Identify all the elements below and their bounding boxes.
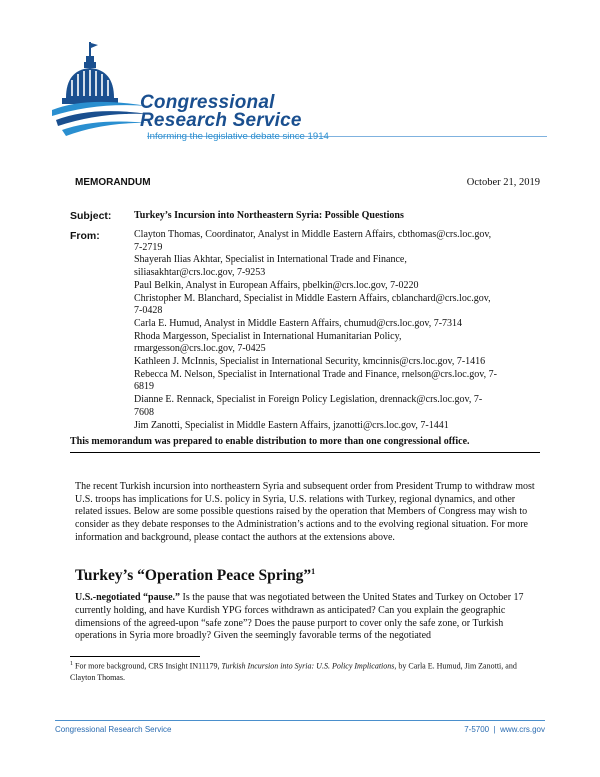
author-line: Rebecca M. Nelson, Specialist in International Trade and Finance, rnelson@crs.loc.gov, 7-: [134, 368, 497, 380]
author-line: Christopher M. Blanchard, Specialist in Middle Eastern Affairs, cblanchard@crs.loc.gov,: [134, 292, 491, 304]
subject-text: Turkey’s Incursion into Northeastern Syria: Possible Questions: [134, 210, 404, 221]
author-line: 7-2719: [134, 241, 163, 253]
footnote-ref[interactable]: 1: [311, 567, 316, 576]
from-label: From:: [70, 230, 100, 242]
distribution-note: This memorandum was prepared to enable distribution to more than one congressional office.: [70, 436, 470, 447]
footnote-suffix: , by Carla E. Humud, Jim Zanotti, and Clayton Thomas.: [70, 661, 517, 683]
divider: [70, 452, 540, 453]
author-line: Shayerah Ilias Akhtar, Specialist in International Trade and Finance,: [134, 254, 407, 266]
logo-line2: Research Service: [140, 110, 302, 131]
footer-divider: [55, 720, 545, 721]
intro-paragraph: The recent Turkish incursion into northeastern Syria and subsequent order from President Trump to withdraw most U.S. troops has implications for U.S. policy in Syria, U.S. relations with Turkey, regional dynamics, and other related issues. Below are some possible questions raised by the operation that Members of Congress may wish to consider as they debate responses to the Administration’s actions and to the evolving regional situation. For more information and background, please contact the authors at the extensions above.: [75, 481, 535, 543]
author-line: Kathleen J. McInnis, Specialist in International Security, kmcinnis@crs.loc.gov, 7-1416: [134, 356, 486, 368]
footer-org-name: Congressional Research Service: [55, 725, 172, 734]
footnote-prefix: For more background, CRS Insight IN11179,: [73, 661, 222, 671]
footnote-title: Turkish Incursion into Syria: U.S. Policy Implications: [221, 661, 395, 671]
author-line: siliasakhtar@crs.loc.gov, 7-9253: [134, 267, 266, 279]
body-lead: U.S.-negotiated “pause.”: [75, 592, 181, 603]
footnote-number: 1: [70, 661, 73, 667]
author-line: 6819: [134, 381, 154, 393]
author-line: 7608: [134, 406, 154, 418]
section-heading-text: Turkey’s “Operation Peace Spring”: [75, 567, 312, 585]
footnote-divider: [70, 656, 200, 657]
author-line: Carla E. Humud, Analyst in Middle Eastern Affairs, chumud@crs.loc.gov, 7-7314: [134, 317, 463, 329]
from-author-list: [134, 229, 534, 432]
logo-line1: Congressional: [140, 92, 275, 113]
footer-contact[interactable]: 7-5700 | www.crs.gov: [464, 725, 545, 734]
subject-label: Subject:: [70, 210, 112, 222]
author-line: Paul Belkin, Analyst in European Affairs, pbelkin@crs.loc.gov, 7-0220: [134, 279, 419, 291]
author-line: Clayton Thomas, Coordinator, Analyst in Middle Eastern Affairs, cbthomas@crs.loc.gov,: [134, 229, 492, 240]
memorandum-label: MEMORANDUM: [75, 177, 151, 188]
section-heading: [75, 567, 315, 585]
author-line: Dianne E. Rennack, Specialist in Foreign Policy Legislation, drennack@crs.loc.gov, 7-: [134, 394, 483, 406]
author-line: Jim Zanotti, Specialist in Middle Eastern Affairs, jzanotti@crs.loc.gov, 7-1441: [134, 419, 449, 431]
logo-tagline: Informing the legislative debate since 1914: [147, 131, 329, 142]
crs-logo: [52, 40, 552, 150]
author-line: rmargesson@crs.loc.gov, 7-0425: [134, 343, 266, 355]
footnote: [70, 659, 540, 684]
body-text: Is the pause that was negotiated between the United States and Turkey on October 17 currently holding, and have Kurdish YPG forces withdrawn as anticipated? Can you explain the geographic dimensions of the agreed-upon “safe zone”? Does the pause purport to cover only the safe zone, or Turkish operations in Syria more broadly? Given the seemingly favorable terms of the negotiated: [75, 592, 524, 642]
memo-date: October 21, 2019: [466, 177, 540, 188]
body-paragraph: [75, 592, 537, 643]
capitol-dome-icon: [52, 40, 152, 145]
author-line: Rhoda Margesson, Specialist in International Humanitarian Policy,: [134, 330, 402, 342]
author-line: 7-0428: [134, 305, 163, 317]
